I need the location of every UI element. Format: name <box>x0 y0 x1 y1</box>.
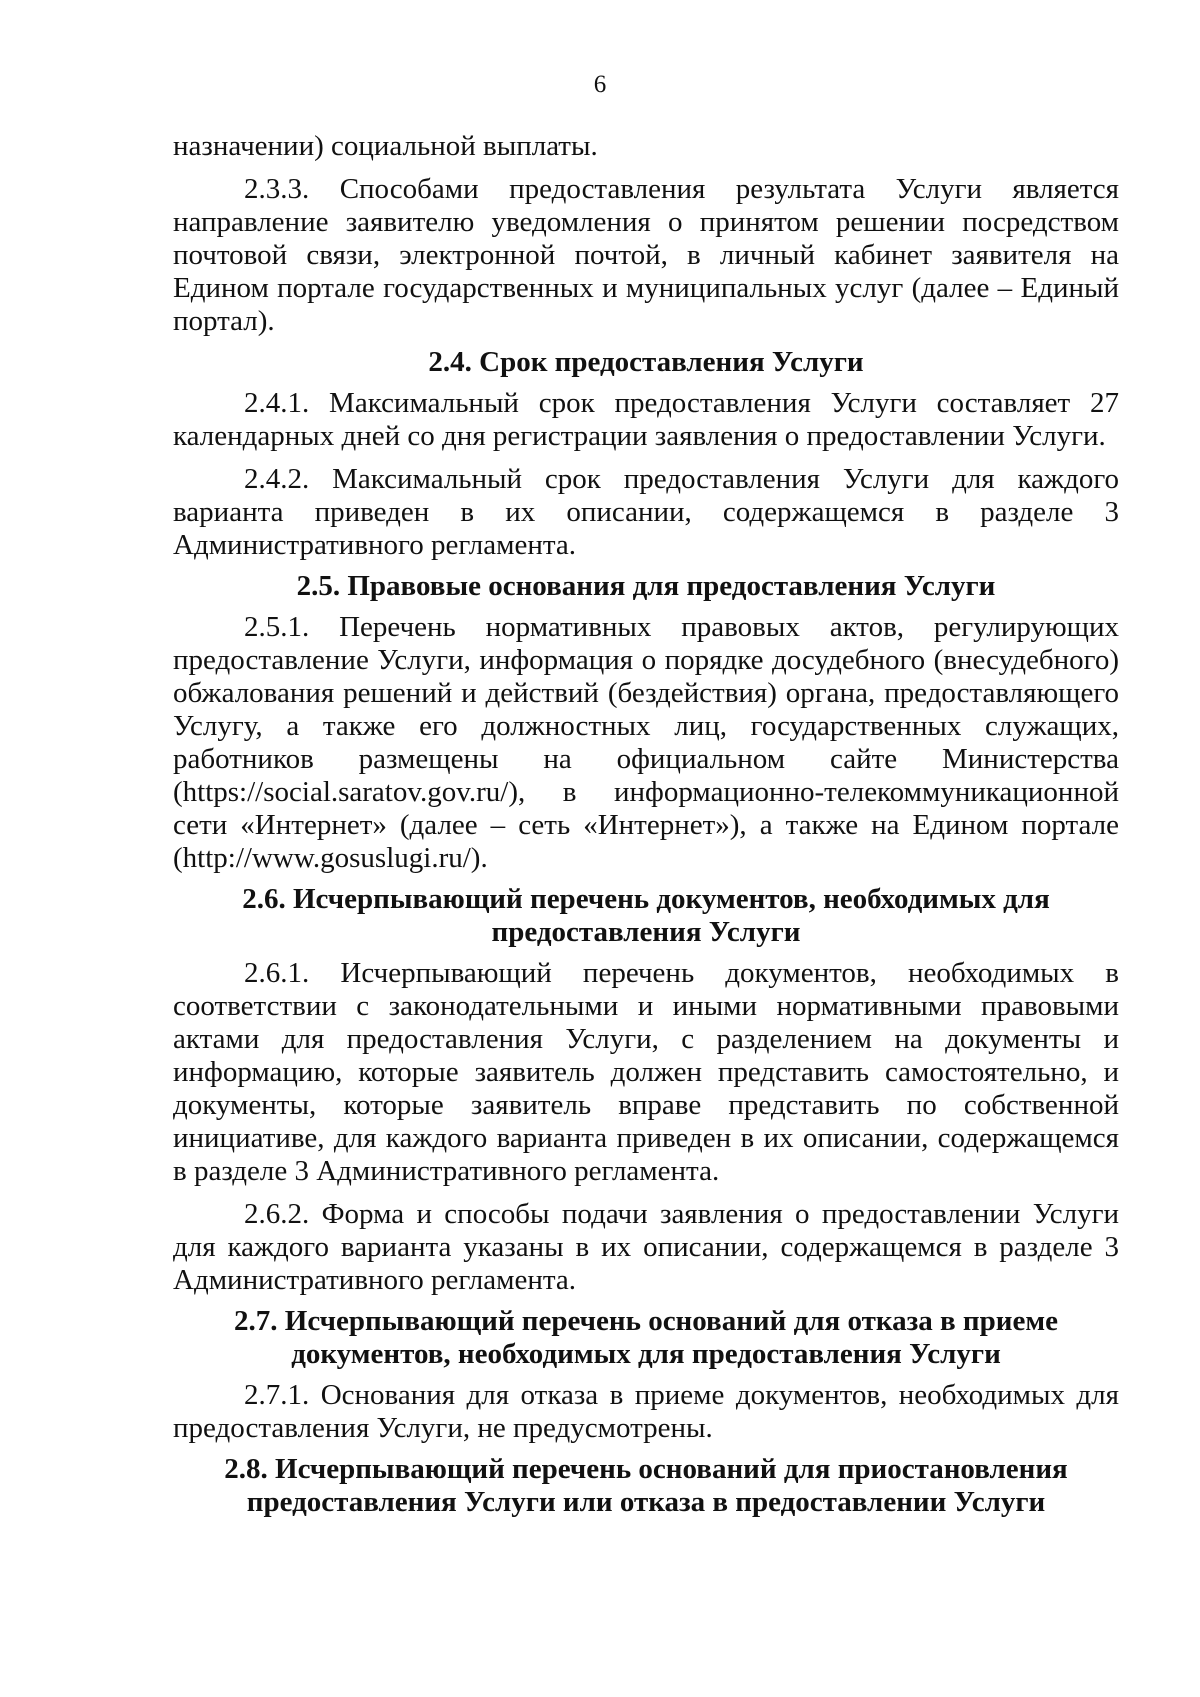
heading-2-4: 2.4. Срок предоставления Услуги <box>428 346 864 378</box>
heading-2-8 <box>173 1453 1119 1519</box>
paragraph-2-4-2: 2.4.2. Максимальный срок предоставления Услуги для каждого варианта приведен в их описании, содержащемся в разделе 3 Административного регламента. <box>173 463 1119 561</box>
paragraph-2-4-1: 2.4.1. Максимальный срок предоставления Услуги составляет 27 календарных дней со дня регистрации заявления о предоставлении Услуги. <box>173 387 1119 452</box>
paragraph-2-7-1: 2.7.1. Основания для отказа в приеме документов, необходимых для предоставления Услуги, не предусмотрены. <box>173 1379 1119 1444</box>
document-body <box>173 130 1119 1527</box>
heading-2-7 <box>173 1305 1119 1371</box>
heading-2-8-line-1: 2.8. Исчерпывающий перечень оснований для приостановления <box>224 1453 1068 1485</box>
page-number: 6 <box>593 71 607 98</box>
heading-2-7-line-1: 2.7. Исчерпывающий перечень оснований для отказа в приеме <box>234 1305 1058 1337</box>
paragraph-2-6-2: 2.6.2. Форма и способы подачи заявления о предоставлении Услуги для каждого варианта указаны в их описании, содержащемся в разделе 3 Административного регламента. <box>173 1198 1119 1296</box>
heading-2-8-line-2: предоставления Услуги или отказа в предоставлении Услуги <box>246 1486 1046 1518</box>
heading-2-6-line-2: предоставления Услуги <box>491 916 801 948</box>
heading-2-6 <box>173 883 1119 949</box>
heading-2-7-line-2: документов, необходимых для предоставления Услуги <box>291 1338 1001 1370</box>
heading-2-5: 2.5. Правовые основания для предоставления Услуги <box>296 570 996 602</box>
paragraph-continuation: назначении) социальной выплаты. <box>173 130 598 162</box>
paragraph-2-3-3: 2.3.3. Способами предоставления результата Услуги является направление заявителю уведомления о принятом решении посредством почтовой связи, электронной почтой, в личный кабинет заявителя на Едином портале государственных и муниципальных услуг (далее – Единый портал). <box>173 173 1119 337</box>
paragraph-2-5-1: 2.5.1. Перечень нормативных правовых актов, регулирующих предоставление Услуги, информация о порядке досудебного (внесудебного) обжалования решений и действий (бездействия) органа, предоставляющего Услугу, а также его должностных лиц, государственных служащих, работников размещены на официальном сайте Министерства (https://social.saratov.gov.ru/), в информационно-телекоммуникационной сети «Интернет» (далее – сеть «Интернет»), а также на Едином портале (http://www.gosuslugi.ru/). <box>173 611 1119 874</box>
paragraph-2-6-1: 2.6.1. Исчерпывающий перечень документов, необходимых в соответствии с законодательными и иными нормативными правовыми актами для предоставления Услуги, с разделением на документы и информацию, которые заявитель должен представить самостоятельно, и документы, которые заявитель вправе представить по собственной инициативе, для каждого варианта приведен в их описании, содержащемся в разделе 3 Административного регламента. <box>173 957 1119 1187</box>
heading-2-6-line-1: 2.6. Исчерпывающий перечень документов, необходимых для <box>242 883 1050 915</box>
